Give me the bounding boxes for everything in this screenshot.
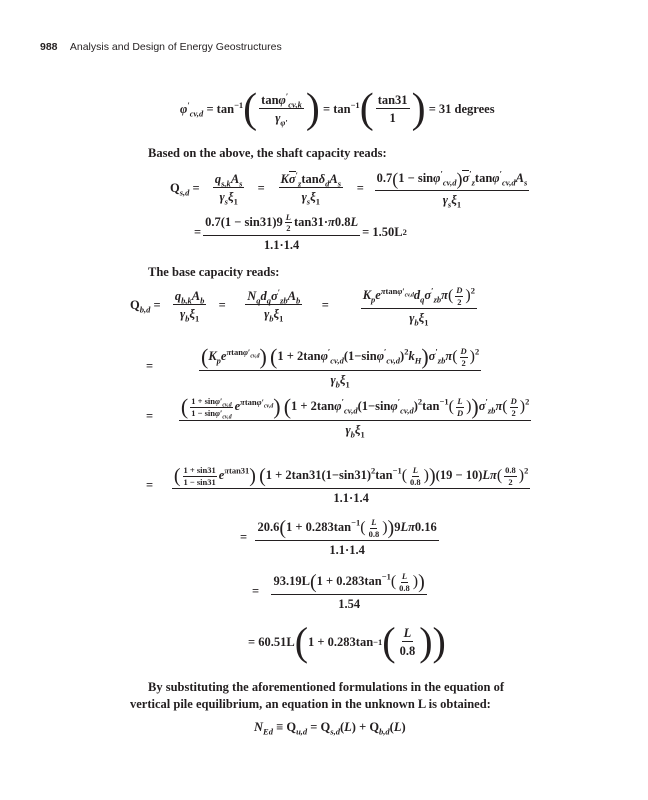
equation-base-step-2: = $(K_pe^{\pi tan\varphi'_{cv,d}}) (1 + 2\tan\varphi'_{cv,d}(1-\sin\varphi'_{cv,d})^2k_H)\sigma'_{zb}\pi$( $\frac{D}{2}$ )$^2$ $\gamma_b\xi_1$ bbox=[146, 344, 480, 390]
equation-base-step-4: = ( $\frac{1 + \sin 31}{1 - \sin 31}$ $e^{\pi tan31}$) ($1 + 2\tan 31(1-\sin 31)^2\tan^{-1}$( $\frac{L}{0.8}$ ))(19 − 10)Lπ( $\frac{0.8}{2}$ )$^2$ 1.1·1.4 bbox=[146, 465, 529, 505]
equation-base-step-6: = $93.19L(1 + 0.283\tan^{-1}$( $\frac{L}{0.8}$ )) 1.54 bbox=[252, 571, 425, 611]
base-result-coef: = 60.51L bbox=[248, 634, 295, 649]
one-denominator: 1 bbox=[389, 111, 396, 125]
term-0283-c: 1 + 0.283tan bbox=[308, 634, 374, 649]
equation-base-step-3: = ( $\frac{1 + \sin\varphi'_{cv,d}}{1 - \sin\varphi'_{cv,d}}$ $e^{\pi tan\varphi'_{cv,d}}$) ($1 + 2\tan\varphi'_{cv,d}(1-\sin\varphi'_{cv,d})^2\tan^{-1}$( $\frac{L}{D}$ ))$\sigma'_{zb}\pi$( $\frac{D}{2}$ )$^2$ $\gamma_b\xi_1$ bbox=[146, 394, 530, 440]
shaft-denominator: 1.1·1.4 bbox=[263, 237, 300, 252]
base-step6-denominator: 1.54 bbox=[338, 597, 361, 611]
equation-base-result: = 60.51L ( 1 + 0.283tan −1 ( $\frac{L}{0.8}$ ) ) bbox=[248, 619, 446, 664]
term-0283-a: 1 + 0.283tan bbox=[286, 519, 352, 534]
base-coef-93-19: 93.19L bbox=[273, 573, 310, 588]
shaft-intro-text: Based on the above, the shaft capacity reads: bbox=[148, 146, 387, 160]
equation-equilibrium: $N_{Ed} \equiv Q_{u,d} = Q_{s,d}(L) + Q_{b,d}(L)$ bbox=[254, 720, 406, 737]
base-step4-denominator: 1.1·1.4 bbox=[333, 491, 369, 505]
degrees-result: = 31 degrees bbox=[428, 101, 495, 116]
shaft-result: = 1.50L bbox=[362, 224, 403, 239]
base-coef-20-6: 20.6 bbox=[257, 519, 280, 534]
running-header bbox=[40, 41, 282, 53]
ratio-denominator-c: 0.8 bbox=[399, 644, 416, 658]
tan31-numerator: tan31 bbox=[376, 94, 410, 110]
ratio-denominator-a: 0.8 bbox=[368, 528, 380, 539]
equation-base-step-5: = $20.6(1 + 0.283\tan^{-1}$( $\frac{L}{0.8}$ ))9Lπ0.16 1.1·1.4 bbox=[240, 517, 437, 557]
base-step5-denominator: 1.1·1.4 bbox=[329, 543, 365, 557]
equation-shaft-capacity: $Q_{s,d}$ = $\frac{q_{s,k}A_s}{\gamma_s\xi_1}$ = $\frac{K\sigma'_z\tan\delta_dA_s}{\gamma_s\xi_1}$ = $\frac{0.7(1 - \sin\varphi'_{cv,d})\sigma'_z\tan\varphi'_{cv,d}A_s}{\gamma_s\xi_1}$ = 0.7(1 − sin31)9 $\frac{L}{2}$ tan31·π0.8L 1.1·1.4 = 1.50L 2 bbox=[170, 168, 528, 252]
page-number: 988 bbox=[40, 41, 58, 53]
conclusion-line-2: vertical pile equilibrium, an equation in the unknown L is obtained: bbox=[130, 697, 491, 711]
running-title: Analysis and Design of Energy Geostructures bbox=[69, 41, 282, 53]
term-0283-b: 1 + 0.283tan bbox=[316, 573, 382, 588]
equation-base-capacity: $Q_{b,d}$ = $\frac{q_{b,k}A_b}{\gamma_b\xi_1}$ = $\frac{N_qd_q\sigma'_{zb}A_b}{\gamma_b\xi_1}$ = $K_pe^{\pi tan\varphi'_{cv,d}}d_q\sigma'_{zb}\pi$( $\frac{D}{2}$ )$^2$ $\gamma_b\xi_1$ bbox=[130, 285, 475, 328]
base-intro-text: The base capacity reads: bbox=[148, 265, 280, 279]
equation-friction-angle: $\varphi'_{cv,d} = \tan^{-1}$ ( $\frac{\tan\varphi'_{cv,k}}{\gamma_{\varphi'}}$ ) = $\tan^{-1}$ ( $\frac{\tan 31}{1}$ ) = 31 degrees bbox=[180, 86, 495, 132]
conclusion-line-1: By substituting the aforementioned formulations in the equation of bbox=[148, 680, 505, 694]
ratio-denominator-b: 0.8 bbox=[399, 582, 410, 593]
